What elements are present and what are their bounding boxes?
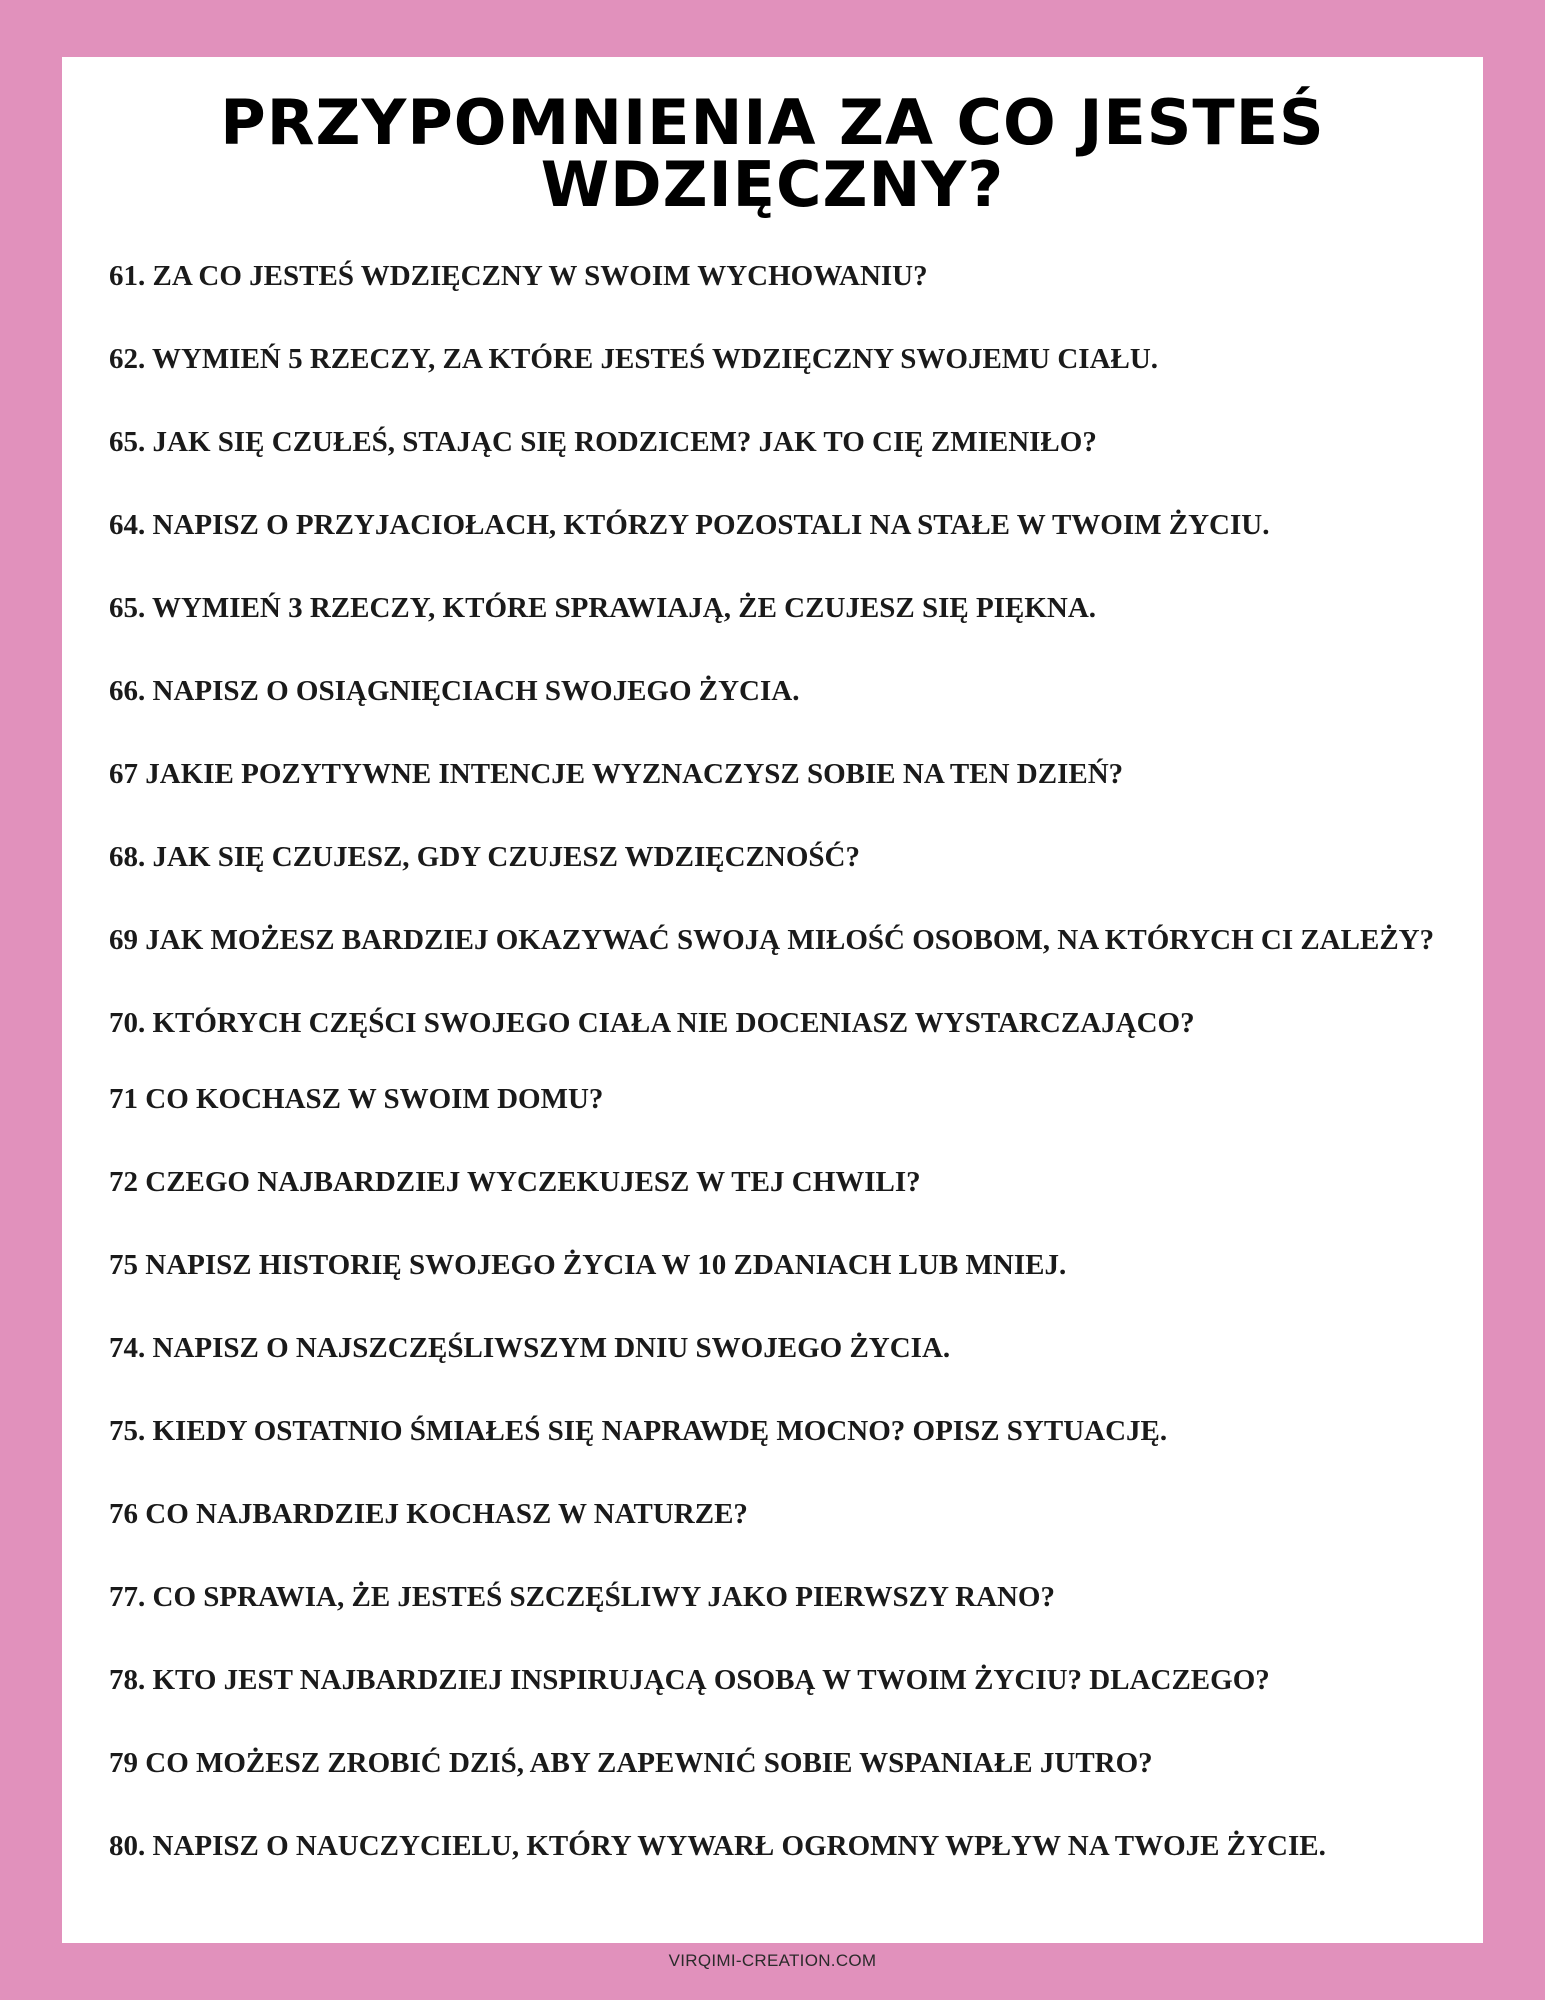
footer-website: VIRQIMI-CREATION.COM [668,1951,877,1970]
prompt-item-71: 71 CO KOCHASZ W SWOIM DOMU? [109,1083,604,1115]
prompt-item-73: 75 NAPISZ HISTORIĘ SWOJEGO ŻYCIA W 10 ZDANIACH LUB MNIEJ. [109,1249,1067,1281]
page-title: PRZYPOMNIENIA ZA CO JESTEŚ WDZIĘCZNY? [220,86,1325,221]
prompt-item-76: 76 CO NAJBARDZIEJ KOCHASZ W NATURZE? [109,1498,748,1530]
prompt-item-66: 66. NAPISZ O OSIĄGNIĘCIACH SWOJEGO ŻYCIA. [109,675,800,707]
prompt-item-75: 75. KIEDY OSTATNIO ŚMIAŁEŚ SIĘ NAPRAWDĘ MOCNO? OPISZ SYTUACJĘ. [109,1415,1168,1447]
prompt-item-70: 70. KTÓRYCH CZĘŚCI SWOJEGO CIAŁA NIE DOCENIASZ WYSTARCZAJĄCO? [109,1007,1195,1039]
prompt-item-79: 79 CO MOŻESZ ZROBIĆ DZIŚ, ABY ZAPEWNIĆ SOBIE WSPANIAŁE JUTRO? [109,1747,1153,1779]
prompt-item-61: 61. ZA CO JESTEŚ WDZIĘCZNY W SWOIM WYCHOWANIU? [109,260,928,292]
prompt-item-77: 77. CO SPRAWIA, ŻE JESTEŚ SZCZĘŚLIWY JAKO PIERWSZY RANO? [109,1581,1055,1613]
worksheet-sheet [62,57,1483,1943]
prompt-item-65: 65. WYMIEŃ 3 RZECZY, KTÓRE SPRAWIAJĄ, ŻE CZUJESZ SIĘ PIĘKNA. [109,592,1097,624]
prompt-item-72: 72 CZEGO NAJBARDZIEJ WYCZEKUJESZ W TEJ CHWILI? [109,1166,921,1198]
prompt-item-80: 80. NAPISZ O NAUCZYCIELU, KTÓRY WYWARŁ OGROMNY WPŁYW NA TWOJE ŻYCIE. [109,1830,1326,1862]
prompt-item-62: 62. WYMIEŃ 5 RZECZY, ZA KTÓRE JESTEŚ WDZIĘCZNY SWOJEMU CIAŁU. [109,343,1159,375]
prompt-item-78: 78. KTO JEST NAJBARDZIEJ INSPIRUJĄCĄ OSOBĄ W TWOIM ŻYCIU? DLACZEGO? [109,1664,1270,1696]
prompt-item-74: 74. NAPISZ O NAJSZCZĘŚLIWSZYM DNIU SWOJEGO ŻYCIA. [109,1332,951,1364]
prompt-item-63: 65. JAK SIĘ CZUŁEŚ, STAJĄC SIĘ RODZICEM? JAK TO CIĘ ZMIENIŁO? [109,426,1097,458]
prompt-item-68: 68. JAK SIĘ CZUJESZ, GDY CZUJESZ WDZIĘCZNOŚĆ? [109,841,860,873]
prompt-item-69: 69 JAK MOŻESZ BARDZIEJ OKAZYWAĆ SWOJĄ MIŁOŚĆ OSOBOM, NA KTÓRYCH CI ZALEŻY? [109,924,1435,956]
prompt-item-64: 64. NAPISZ O PRZYJACIOŁACH, KTÓRZY POZOSTALI NA STAŁE W TWOIM ŻYCIU. [109,509,1270,541]
prompt-item-67: 67 JAKIE POZYTYWNE INTENCJE WYZNACZYSZ SOBIE NA TEN DZIEŃ? [109,758,1124,790]
